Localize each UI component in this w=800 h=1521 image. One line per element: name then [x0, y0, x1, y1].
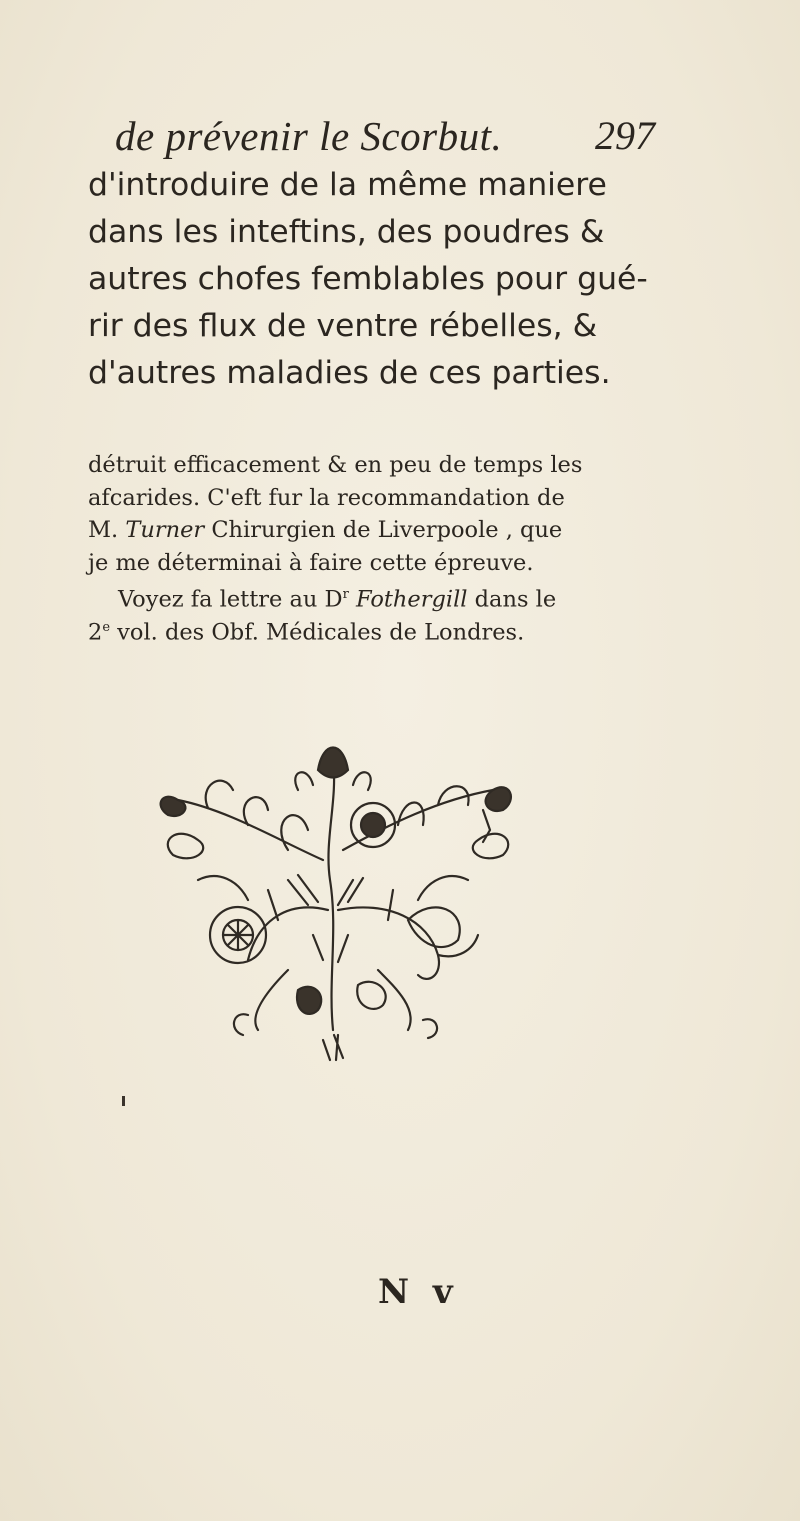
footnote-line: afcarides. C'eft fur la recommandation de — [88, 484, 565, 511]
footnote-text: vol. des Obf. Médicales de Londres. — [110, 619, 525, 645]
body-line: rir des flux de ventre rébelles, & — [88, 308, 598, 344]
superscript: r — [342, 587, 349, 602]
body-line: d'autres maladies de ces parties. — [88, 355, 611, 391]
page-number: 297 — [595, 113, 655, 158]
footnote-line — [88, 612, 648, 645]
footnote-text: M. — [88, 517, 126, 543]
footnote-text: Chirurgien de Liverpoole , que — [204, 517, 563, 543]
page-header — [115, 112, 655, 162]
signature-mark: N v — [378, 1272, 459, 1312]
floral-vignette-icon — [138, 730, 528, 1080]
running-title: de prévenir le Scorbut. — [115, 113, 503, 159]
footnote-line: détruit efficacement & en peu de temps les — [88, 452, 583, 478]
footnote-line — [88, 579, 648, 612]
body-text — [88, 162, 648, 397]
body-line: d'introduire de la même maniere — [88, 167, 607, 203]
footnote-line: je me déterminai à faire cette épreuve. — [88, 549, 534, 576]
volume-number: 2 — [88, 619, 103, 645]
stray-ink-mark — [122, 1096, 125, 1106]
footnote — [88, 449, 648, 644]
footnote-text: Voyez fa lettre au D — [118, 586, 343, 613]
footnote-text: dans le — [467, 586, 557, 613]
body-line: dans les inteftins, des poudres & — [88, 214, 605, 250]
footnote-line — [88, 514, 648, 547]
surgeon-name: Turner — [125, 517, 205, 543]
superscript: e — [102, 619, 111, 635]
doctor-name: Fothergill — [348, 586, 468, 613]
body-line: autres chofes femblables pour gué- — [88, 261, 648, 297]
